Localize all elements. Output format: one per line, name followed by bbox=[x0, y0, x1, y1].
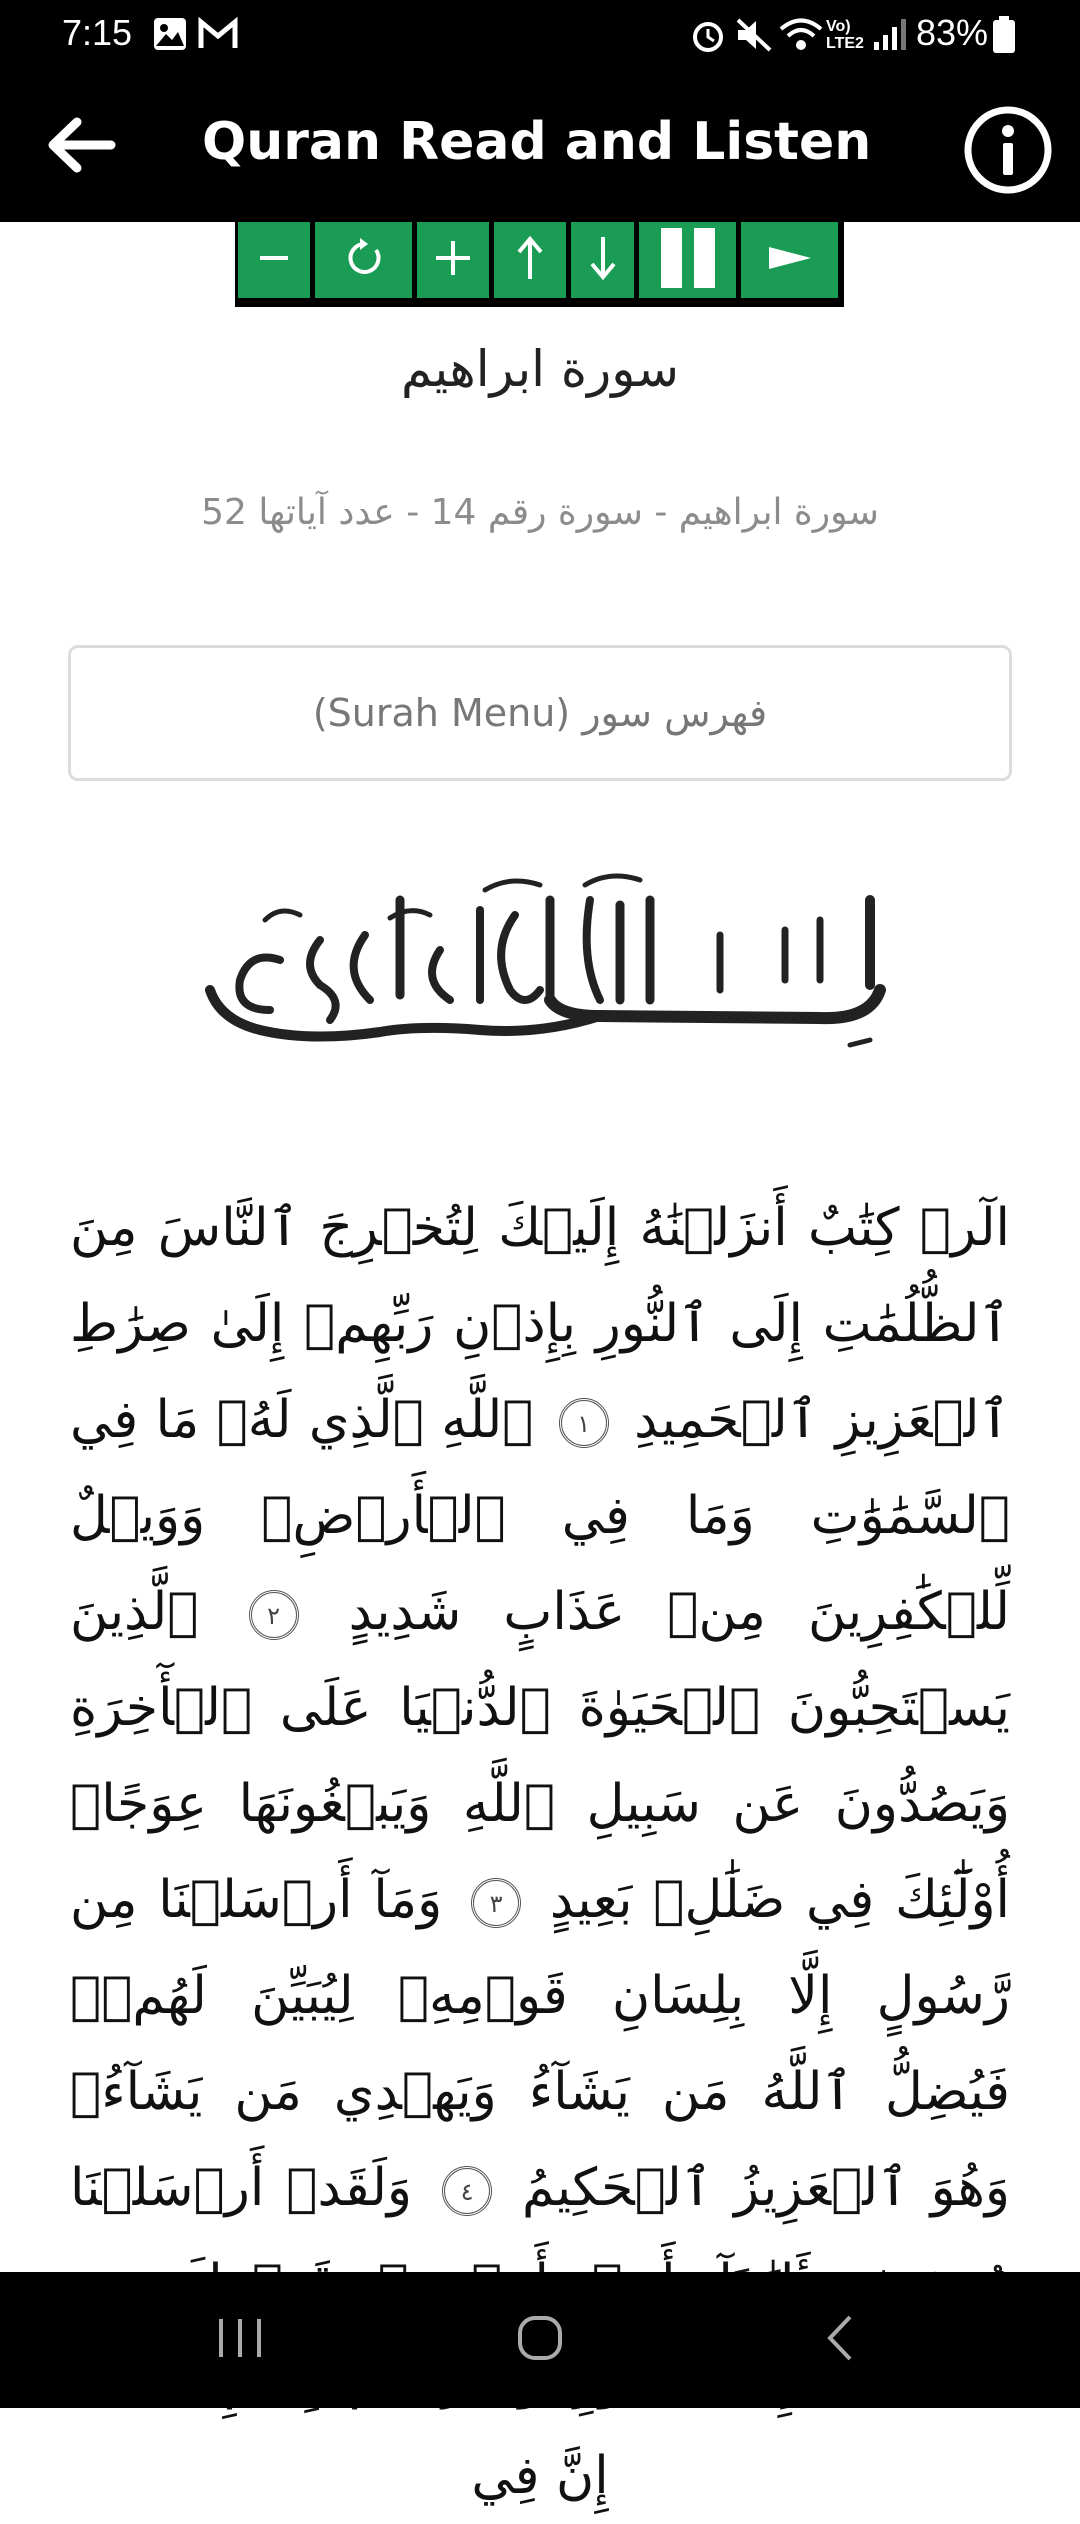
recents-button[interactable] bbox=[180, 2300, 300, 2380]
play-icon bbox=[767, 245, 813, 275]
gallery-icon bbox=[152, 16, 188, 56]
arrow-down-icon bbox=[589, 235, 617, 285]
alarm-icon bbox=[690, 16, 726, 58]
ayah-number-marker: ٣ bbox=[471, 1878, 521, 1928]
bismillah-calligraphy bbox=[180, 860, 900, 1080]
battery-icon bbox=[992, 16, 1016, 58]
zoom-in-button[interactable] bbox=[417, 222, 489, 298]
wifi-icon bbox=[778, 16, 824, 58]
volte-icon: Vo) LTE2 bbox=[826, 18, 864, 52]
recents-icon bbox=[215, 2315, 265, 2365]
system-nav-bar bbox=[0, 2272, 1080, 2408]
verse-text: الٓرۚ كِتَٰبٌ أَنزَلۡنَٰهُ إِلَيۡكَ لِتُخۡرِجَ ٱلنَّاسَ مِنَ ٱلظُّلُمَٰتِ إِلَى ٱلنُّورِ بِإِذۡنِ رَبِّهِمۡ إِلَىٰ صِرَٰطِ ٱلۡعَزِيزِ ٱلۡحَمِيدِ bbox=[70, 1198, 1010, 1450]
arrow-up-icon bbox=[516, 235, 544, 285]
battery-percentage: 83% bbox=[916, 12, 989, 53]
verse-text: وَلَقَدۡ أَرۡسَلۡنَا إِنَّ فِي bbox=[70, 2158, 609, 2506]
verse-text: ٱللَّهِ ٱلَّذِي لَهُۥ مَا فِي ٱلسَّمَٰوَٰتِ وَمَا فِي ٱلۡأَرۡضِۗ وَوَيۡلٌ لِّلۡكَٰفِرِينَ مِنۡ عَذَابٍ شَدِيدٍ bbox=[70, 1390, 1011, 1642]
ayah-number-marker: ٢ bbox=[249, 1590, 299, 1640]
status-time: 7:15 bbox=[62, 12, 133, 53]
system-back-button[interactable] bbox=[780, 2300, 900, 2380]
pause-icon bbox=[657, 226, 719, 294]
info-icon bbox=[962, 181, 1054, 200]
info-button[interactable] bbox=[962, 104, 1054, 196]
arrow-left-icon bbox=[45, 115, 115, 179]
app-bar bbox=[0, 72, 1080, 222]
surah-menu-label: فهرس سور (Surah Menu) bbox=[312, 691, 768, 735]
home-icon bbox=[515, 2313, 565, 2367]
player-toolbar bbox=[235, 222, 844, 307]
surah-menu-button[interactable] bbox=[68, 645, 1012, 781]
verse-text: وَمَآ أَرۡسَلۡنَا مِن رَّسُولٍ إِلَّا بِلِسَانِ قَوۡمِهِۦ لِيُبَيِّنَ لَهُمۡۖ فَيُضِلُّ ٱللَّهُ مَن يَشَآءُ وَيَهۡدِي مَن يَشَآءُۚ وَهُوَ ٱلۡعَزِيزُ ٱلۡحَكِيمُ bbox=[70, 1870, 1010, 2218]
plus-icon bbox=[434, 239, 472, 281]
home-button[interactable] bbox=[480, 2300, 600, 2380]
zoom-out-button[interactable] bbox=[238, 222, 310, 298]
surah-info: سورة ابراهيم - سورة رقم 14 - عدد آياتها 52 bbox=[201, 492, 879, 533]
pause-button[interactable] bbox=[639, 222, 736, 298]
gmail-icon bbox=[198, 16, 238, 56]
back-button[interactable] bbox=[30, 102, 130, 192]
ayah-number-marker: ١ bbox=[559, 1398, 609, 1448]
play-button[interactable] bbox=[741, 222, 838, 298]
app-title: Quran Read and Listen bbox=[202, 112, 872, 172]
scroll-down-button[interactable] bbox=[571, 222, 634, 298]
mute-icon bbox=[734, 16, 774, 58]
ayah-number-marker: ٤ bbox=[442, 2166, 492, 2216]
back-chevron-icon bbox=[820, 2313, 860, 2367]
reset-button[interactable] bbox=[315, 222, 412, 298]
minus-icon bbox=[258, 242, 290, 278]
verse-text: ٱلَّذِينَ يَسۡتَحِبُّونَ ٱلۡحَيَوٰةَ ٱلدُّنۡيَا عَلَى ٱلۡأٓخِرَةِ وَيَصُدُّونَ عَن سَبِيلِ ٱللَّهِ وَيَبۡغُونَهَا عِوَجًاۚ أُوْلَٰٓئِكَ فِي ضَلَٰلِۢ بَعِيدٍ bbox=[70, 1582, 1011, 1930]
signal-icon bbox=[872, 16, 908, 56]
scroll-up-button[interactable] bbox=[494, 222, 566, 298]
surah-title: سورة ابراهيم bbox=[401, 340, 679, 398]
reset-icon bbox=[342, 236, 386, 284]
status-bar bbox=[0, 0, 1080, 72]
verses-text bbox=[70, 1180, 1011, 2506]
